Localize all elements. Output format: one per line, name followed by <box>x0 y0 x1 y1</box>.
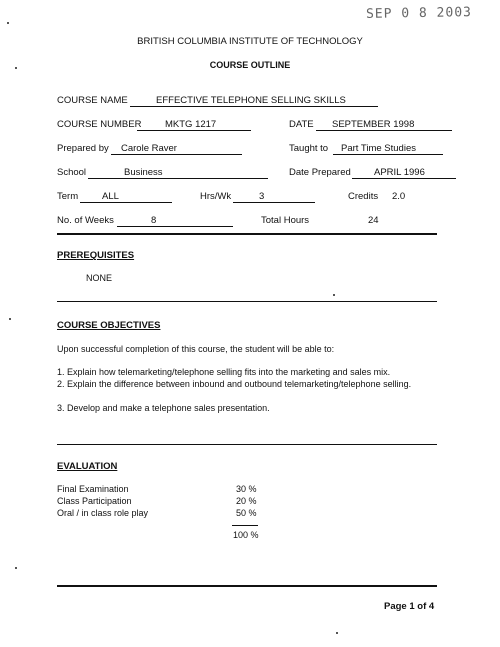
total-hours-value: 24 <box>368 215 379 226</box>
scan-speck <box>15 567 17 569</box>
credits-value: 2.0 <box>392 191 406 202</box>
institution-name: BRITISH COLUMBIA INSTITUTE OF TECHNOLOGY <box>137 36 363 47</box>
section-divider <box>57 444 437 445</box>
page-number: Page 1 of 4 <box>384 601 435 612</box>
total-hours-label: Total Hours <box>261 215 310 226</box>
taught-to-label: Taught to <box>289 143 329 154</box>
term-label: Term <box>57 191 79 202</box>
scan-speck <box>336 632 338 634</box>
credits-label: Credits <box>348 191 379 202</box>
scan-speck <box>15 67 17 69</box>
taught-to-value: Part Time Studies <box>333 143 443 155</box>
evaluation-heading: EVALUATION <box>57 461 118 472</box>
weeks-label: No. of Weeks <box>57 215 114 226</box>
objective-item: 2. Explain the difference between inbound and outbound telemarketing/telephone selling. <box>57 379 412 389</box>
course-number-value: MKTG 1217 <box>137 119 251 131</box>
scan-speck <box>9 318 11 320</box>
total-underline <box>232 525 258 526</box>
prepared-by-label: Prepared by <box>57 143 109 154</box>
scan-speck <box>333 294 335 296</box>
prerequisites-value: NONE <box>86 273 113 283</box>
received-date-stamp: SEP 0 8 2003 <box>365 5 473 22</box>
date-value: SEPTEMBER 1998 <box>316 119 452 131</box>
hours-per-week-value: 3 <box>233 191 315 203</box>
prerequisites-heading: PREREQUISITES <box>57 250 135 261</box>
document-title: COURSE OUTLINE <box>209 60 291 70</box>
hours-per-week-label: Hrs/Wk <box>200 191 232 202</box>
course-number-label: COURSE NUMBER <box>57 119 142 130</box>
evaluation-item-label: Oral / in class role play <box>57 508 149 518</box>
date-label: DATE <box>289 119 314 130</box>
objective-item: 3. Develop and make a telephone sales presentation. <box>57 403 270 413</box>
objective-item: 1. Explain how telemarketing/telephone selling fits into the marketing and sales mix. <box>57 367 391 377</box>
section-divider <box>57 233 437 235</box>
objectives-intro: Upon successful completion of this course, the student will be able to: <box>57 344 335 354</box>
prepared-by-value: Carole Raver <box>111 143 242 155</box>
evaluation-item-label: Class Participation <box>57 496 132 506</box>
school-label: School <box>57 167 87 178</box>
evaluation-item-percent: 20 % <box>236 496 257 506</box>
evaluation-total: 100 % <box>233 530 259 540</box>
weeks-value: 8 <box>117 215 233 227</box>
evaluation-item-percent: 50 % <box>236 508 257 518</box>
date-prepared-value: APRIL 1996 <box>352 167 456 179</box>
course-name-label: COURSE NAME <box>57 95 128 106</box>
scan-speck <box>7 22 9 24</box>
course-name-value: EFFECTIVE TELEPHONE SELLING SKILLS <box>130 95 378 107</box>
objectives-heading: COURSE OBJECTIVES <box>57 320 161 331</box>
term-value: ALL <box>80 191 172 203</box>
date-prepared-label: Date Prepared <box>289 167 351 178</box>
section-divider <box>57 301 437 302</box>
footer-divider <box>57 585 437 587</box>
evaluation-item-label: Final Examination <box>57 484 129 494</box>
evaluation-item-percent: 30 % <box>236 484 257 494</box>
school-value: Business <box>88 167 268 179</box>
